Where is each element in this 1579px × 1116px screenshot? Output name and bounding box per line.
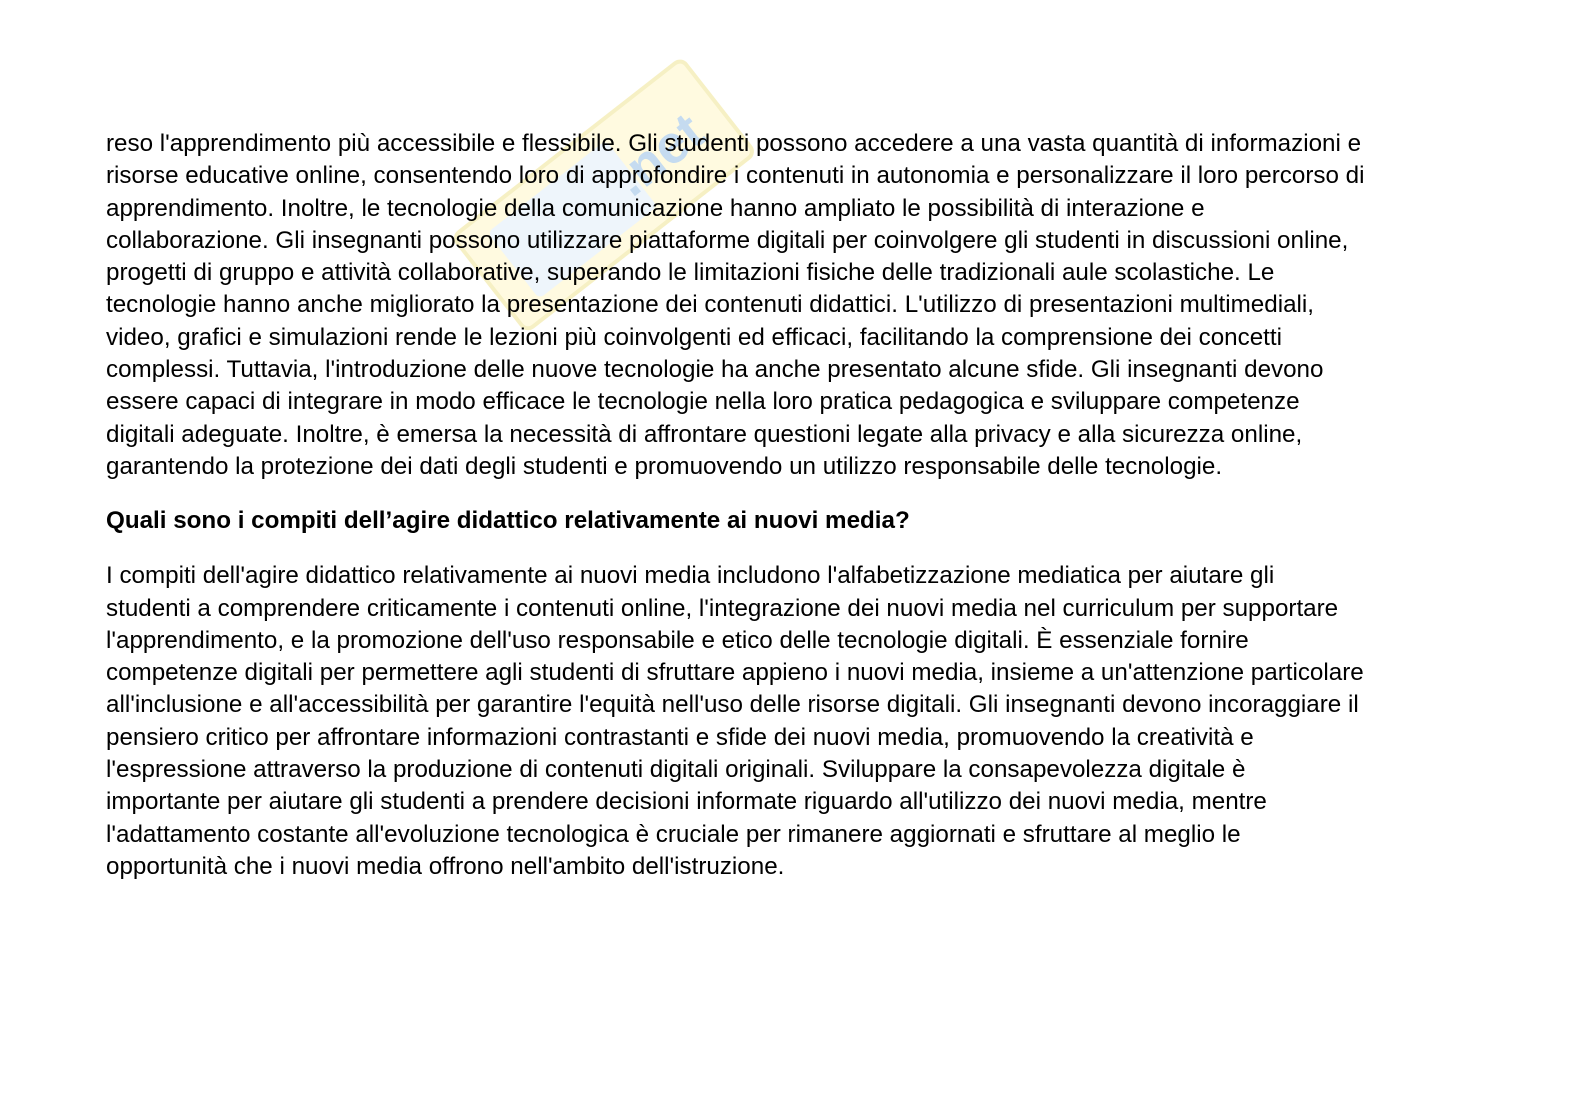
text-line: digitali adeguate. Inoltre, è emersa la necessità di affrontare questioni legate alla privacy e alla sicurezza online,: [106, 420, 1303, 448]
text-line: collaborazione. Gli insegnanti possono utilizzare piattaforme digitali per coinvolgere gli studenti in discussioni online,: [106, 226, 1349, 254]
text-line: l'apprendimento, e la promozione dell'uso responsabile e etico delle tecnologie digitali. È essenziale fornire: [106, 626, 1249, 654]
text-line: l'espressione attraverso la produzione di contenuti digitali originali. Sviluppare la consapevolezza digitale è: [106, 756, 1246, 784]
text-line: tecnologie hanno anche migliorato la presentazione dei contenuti didattici. L'utilizzo di presentazioni multimediali,: [106, 291, 1314, 319]
text-line: I compiti dell'agire didattico relativamente ai nuovi media includono l'alfabetizzazione mediatica per aiutare gli: [106, 562, 1275, 590]
text-line: risorse educative online, consentendo loro di approfondire i contenuti in autonomia e personalizzare il loro percorso di: [106, 162, 1365, 190]
text-line: importante per aiutare gli studenti a prendere decisioni informate riguardo all'utilizzo dei nuovi media, mentre: [106, 788, 1267, 816]
text-line: all'inclusione e all'accessibilità per garantire l'equità nell'uso delle risorse digitali. Gli insegnanti devono incoraggiare il: [106, 691, 1359, 719]
text-line: garantendo la protezione dei dati degli studenti e promuovendo un utilizzo responsabile delle tecnologie.: [106, 452, 1223, 480]
text-line: reso l'apprendimento più accessibile e flessibile. Gli studenti possono accedere a una vasta quantità di informazioni e: [106, 130, 1362, 157]
text-line: progetti di gruppo e attività collaborative, superando le limitazioni fisiche delle tradizionali aule scolastiche. Le: [106, 259, 1275, 287]
text-line: essere capaci di integrare in modo efficace le tecnologie nella loro pratica pedagogica e sviluppare competenze: [106, 388, 1300, 416]
text-line: competenze digitali per permettere agli studenti di sfruttare appieno i nuovi media, insieme a un'attenzione particolare: [106, 659, 1364, 687]
text-line: opportunità che i nuovi media offrono nell'ambito dell'istruzione.: [106, 852, 785, 880]
document-content: [106, 128, 1476, 883]
text-line: studenti a comprendere criticamente i contenuti online, l'integrazione dei nuovi media nel curriculum per supportare: [106, 594, 1339, 622]
text-line: video, grafici e simulazioni rende le lezioni più coinvolgenti ed efficaci, facilitando la comprensione dei concetti: [106, 323, 1282, 351]
text-line: pensiero critico per affrontare informazioni contrastanti e sfide dei nuovi media, promuovendo la creatività e: [106, 723, 1254, 751]
paragraph-1: [106, 128, 1476, 483]
paragraph-2: [106, 560, 1476, 883]
text-line: complessi. Tuttavia, l'introduzione delle nuove tecnologie ha anche presentato alcune sfide. Gli insegnanti devono: [106, 356, 1324, 384]
text-line: apprendimento. Inoltre, le tecnologie della comunicazione hanno ampliato le possibilità di interazione e: [106, 194, 1205, 222]
section-heading: Quali sono i compiti dell’agire didattico relativamente ai nuovi media?: [106, 507, 910, 535]
watermark-text: .net: [602, 101, 716, 208]
text-line: l'adattamento costante all'evoluzione tecnologica è cruciale per rimanere aggiornati e sfruttare al meglio le: [106, 820, 1241, 848]
